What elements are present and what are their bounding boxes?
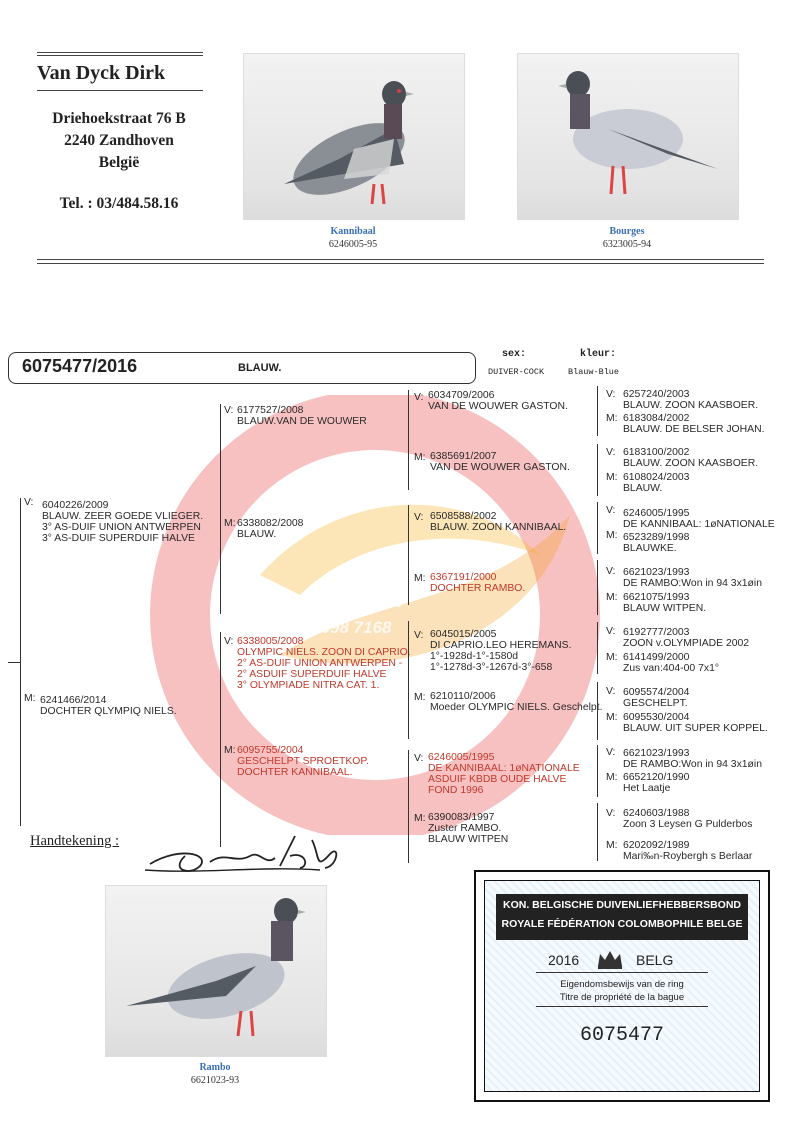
marker-m: M:: [414, 692, 426, 703]
marker-m: M:: [224, 518, 236, 529]
marker-v: V:: [606, 808, 616, 819]
watermark-text-2: 156 1598 7168: [278, 618, 392, 637]
gen3-entry: 6034709/2006 VAN DE WOUWER GASTON.: [428, 390, 568, 412]
crown-icon: [596, 948, 624, 970]
gen3-entry: 6045015/2005 DI CAPRIO.LEO HEREMANS. 1°-1928d-1°-1580d 1°-1278d-3°-1267d-3°-658: [430, 629, 572, 673]
gen4-entry: 6183100/2002 BLAUW. ZOON KAASBOER.: [623, 447, 759, 469]
cert-year: 2016: [548, 952, 580, 968]
gen3-entry: 6508588/2002 BLAUW. ZOON KANNIBAAL.: [430, 511, 567, 533]
kleur-label: kleur:: [580, 349, 617, 360]
bird-color: BLAUW.: [238, 362, 282, 374]
marker-v: V:: [414, 512, 424, 523]
marker-v: V:: [414, 630, 424, 641]
marker-v: V:: [224, 636, 234, 647]
gen4-entry: 6192777/2003 ZOON v.OLYMPIADE 2002: [623, 627, 750, 649]
photo-caption-ring: 6621023-93: [190, 1075, 240, 1086]
gen3-entry: 6385691/2007 VAN DE WOUWER GASTON.: [430, 451, 570, 473]
breeder-name: Van Dyck Dirk: [37, 62, 166, 84]
marker-m: M:: [414, 573, 426, 584]
gen4-entry: 6095530/2004 BLAUW. UIT SUPER KOPPEL.: [623, 712, 768, 734]
marker-v: V:: [24, 497, 34, 508]
marker-v: V:: [606, 505, 616, 516]
marker-v: V:: [606, 566, 616, 577]
marker-m: M:: [606, 712, 618, 723]
gen4-entry: 6246005/1995 DE KANNIBAAL: 1øNATIONALE: [623, 508, 775, 530]
photo-caption-ring: 6323005-94: [602, 239, 652, 250]
photo-caption-name: Kannibaal: [330, 226, 376, 237]
gen2-ff: 6177527/2008 BLAUW.VAN DE WOUWER: [237, 405, 367, 427]
photo-caption-name: Rambo: [199, 1062, 231, 1073]
photo-caption-name: Bourges: [609, 226, 645, 237]
gen2-mm: 6095755/2004 GESCHELPT SPROETKOP. DOCHTER KANNIBAAL.: [237, 745, 369, 778]
gen3-entry: 6246005/1995 DE KANNIBAAL: 1øNATIONALE ASDUIF KBDB OUDE HALVE FOND 1996: [428, 752, 580, 796]
marker-m: M:: [606, 772, 618, 783]
pigeon-icon: [518, 54, 738, 219]
cert-line2: ROYALE FÉDÉRATION COLOMBOPHILE BELGE: [501, 918, 743, 930]
marker-m: M:: [606, 413, 618, 424]
photo-rambo: [105, 885, 327, 1057]
breeder-street: Driehoekstraat 76 B: [52, 110, 186, 127]
sex-value: DUIVER-COCK: [488, 367, 545, 377]
gen2-mf: 6338005/2008 OLYMPIC NIELS. ZOON DI CAPRIO. 2° AS-DUIF UNION ANTWERPEN - 2° ASDUIF SUPERDUIF HALVE 3° OLYMPIADE NITRA CAT. 1.: [237, 636, 411, 691]
gen4-entry: 6141499/2000 Zus van:404-00 7x1°: [623, 652, 719, 674]
gen4-entry: 6183084/2002 BLAUW. DE BELSER JOHAN.: [623, 413, 765, 435]
marker-m: M:: [414, 813, 426, 824]
breeder-country: België: [98, 154, 140, 171]
marker-m: M:: [606, 592, 618, 603]
marker-m: M:: [224, 745, 236, 756]
marker-v: V:: [606, 747, 616, 758]
cert-desc1: Eigendomsbewijs van de ring: [560, 979, 684, 990]
marker-m: M:: [606, 472, 618, 483]
photo-caption-ring: 6246005-95: [328, 239, 378, 250]
pigeon-icon: [106, 886, 326, 1056]
gen3-entry: 6367191/2000 DOCHTER RAMBO.: [430, 572, 526, 594]
gen1-father: 6040226/2009 BLAUW. ZEER GOEDE VLIEGER. 3° AS-DUIF UNION ANTWERPEN 3° AS-DUIF SUPERDUIF HALVE: [42, 500, 204, 544]
marker-v: V:: [606, 389, 616, 400]
cert-number: 6075477: [579, 1024, 664, 1047]
marker-v: V:: [606, 626, 616, 637]
gen4-entry: 6202092/1989 Mari‰n-Roybergh s Berlaar: [623, 840, 753, 862]
ring-number: 6075477/2016: [22, 356, 138, 376]
gen4-entry: 6095574/2004 GESCHELPT.: [623, 687, 690, 709]
marker-m: M:: [414, 452, 426, 463]
breeder-city: 2240 Zandhoven: [64, 132, 174, 149]
cert-country: BELG: [636, 952, 674, 968]
gen2-fm: 6338082/2008 BLAUW.: [237, 518, 304, 540]
ring-certificate: [474, 870, 770, 1102]
pigeon-icon: [244, 54, 464, 219]
signature-label: Handtekening :: [30, 833, 119, 849]
marker-v: V:: [606, 686, 616, 697]
kleur-value: Blauw-Blue: [568, 367, 620, 377]
gen4-entry: 6621023/1993 DE RAMBO:Won in 94 3x1øin: [623, 748, 762, 770]
sex-label: sex:: [502, 349, 527, 360]
gen3-entry: 6210110/2006 Moeder OLYMPIC NIELS. Geschelpt.: [430, 691, 603, 713]
photo-bourges: [517, 53, 739, 220]
gen4-entry: 6240603/1988 Zoon 3 Leysen G Pulderbos: [623, 808, 753, 830]
marker-v: V:: [414, 753, 424, 764]
marker-v: V:: [414, 392, 424, 403]
gen3-entry: 6390083/1997 Zuster RAMBO. BLAUW WITPEN: [428, 812, 509, 845]
watermark-text-1: 冠道传媒.臻品信鸽: [278, 593, 403, 610]
gen4-entry: 6621075/1993 BLAUW WITPEN.: [623, 592, 707, 614]
gen4-entry: 6257240/2003 BLAUW. ZOON KAASBOER.: [623, 389, 759, 411]
marker-m: M:: [606, 530, 618, 541]
marker-m: M:: [24, 693, 36, 704]
breeder-phone: Tel. : 03/484.58.16: [59, 195, 179, 212]
gen4-entry: 6523289/1998 BLAUWKE.: [623, 532, 690, 554]
handwritten-signature: [140, 826, 350, 878]
gen4-entry: 6652120/1990 Het Laatje: [623, 772, 690, 794]
marker-v: V:: [606, 447, 616, 458]
cert-line1: KON. BELGISCHE DUIVENLIEFHEBBERSBOND: [502, 899, 742, 911]
marker-m: M:: [606, 652, 618, 663]
photo-kannibaal: [243, 53, 465, 220]
marker-v: V:: [224, 405, 234, 416]
gen4-entry: 6621023/1993 DE RAMBO:Won in 94 3x1øin: [623, 567, 762, 589]
gen4-entry: 6108024/2003 BLAUW.: [623, 472, 690, 494]
cert-desc2: Titre de propriété de la bague: [559, 992, 685, 1003]
gen1-mother: 6241466/2014 DOCHTER QLYMPIQ NIELS.: [40, 695, 177, 717]
marker-m: M:: [606, 840, 618, 851]
